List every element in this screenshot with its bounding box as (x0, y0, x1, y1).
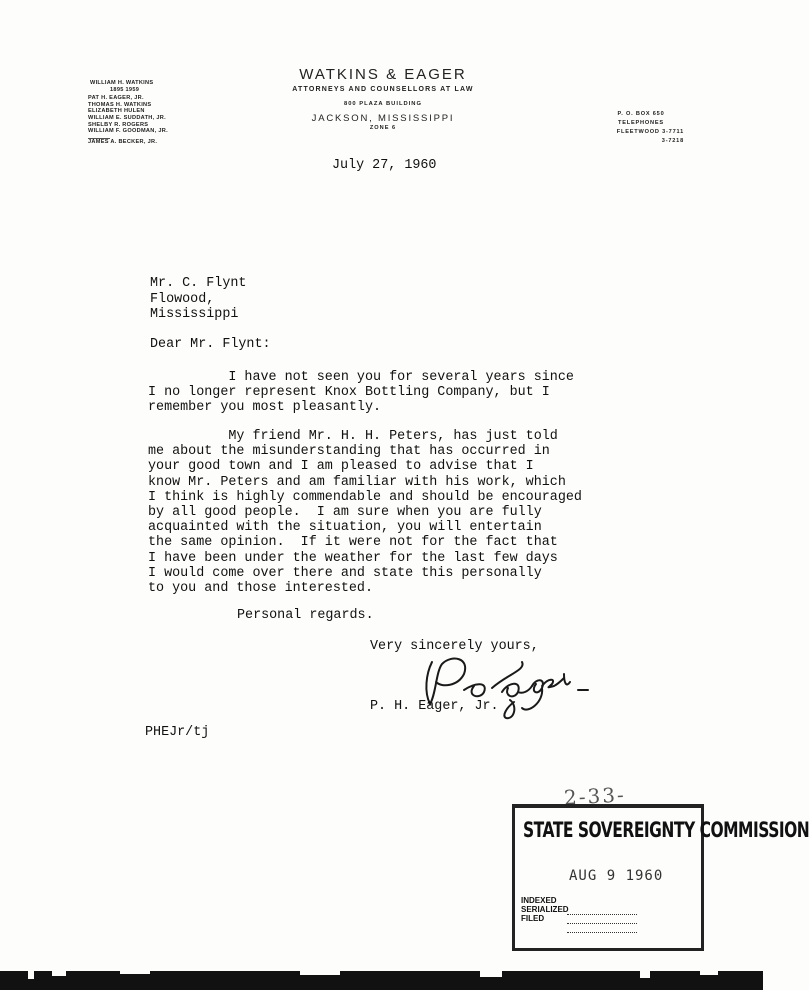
stamp-border (512, 804, 809, 951)
paragraph-2 (148, 429, 582, 596)
po-box: P. O. BOX 650 (617, 111, 665, 117)
phone-number: 3-7218 (661, 138, 684, 144)
commission-stamp (506, 782, 809, 950)
partner-years: 1895 1959 (110, 86, 140, 93)
text-line: I think is highly commendable and should be encouraged (148, 489, 582, 505)
partner-name: THOMAS H. WATKINS (88, 101, 152, 108)
stamp-label: INDEXED (521, 896, 557, 905)
address-line: Flowood, (150, 291, 215, 307)
text-line: acquainted with the situation, you will entertain (148, 520, 542, 536)
text-line: your good town and I am pleased to advise that I (148, 459, 534, 475)
firm-subtitle: ATTORNEYS AND COUNSELLORS AT LAW (292, 86, 474, 93)
text-line: I would come over there and state this personally (148, 565, 542, 581)
salutation: Dear Mr. Flynt: (150, 337, 271, 352)
partner-name: WILLIAM F. GOODMAN, JR. (88, 128, 168, 135)
text-line: I no longer represent Knox Bottling Company, but I (148, 385, 550, 401)
telephones-label: TELEPHONES (618, 120, 664, 126)
regards: Personal regards. (237, 608, 374, 623)
scan-edge-artifact (0, 965, 763, 990)
firm-contact (598, 110, 684, 146)
text-line: to you and those interested. (148, 581, 373, 597)
stamp-dotted-line (567, 923, 637, 924)
text-line: by all good people. I am sure when you are fully (148, 505, 542, 521)
paragraph-1 (148, 370, 574, 416)
stamp-label: SERIALIZED (521, 905, 569, 914)
closing: Very sincerely yours, (370, 639, 539, 654)
text-line: the same opinion. If it were not for the fact that (148, 535, 558, 551)
firm-building: 800 PLAZA BUILDING (343, 101, 422, 107)
firm-zone: ZONE 6 (369, 125, 397, 131)
partner-name: SHELBY R. ROGERS (88, 121, 149, 128)
stamp-dotted-line (567, 914, 637, 915)
text-line: I have been under the weather for the last few days (148, 550, 558, 566)
partner-list (88, 80, 218, 145)
handwritten-signature (418, 652, 593, 726)
text-line: remember you most pleasantly. (148, 400, 382, 416)
stamp-title: STATE SOVEREIGNTY COMMISSION (523, 818, 809, 843)
stamp-handwritten-number: 2-33- (563, 782, 627, 810)
phone-number: FLEETWOOD 3-7711 (616, 129, 684, 135)
partner-name: WILLIAM H. WATKINS (90, 80, 154, 86)
firm-name: WATKINS & EAGER (299, 66, 467, 83)
text-line: me about the misunderstanding that has occurred in (148, 444, 550, 460)
partner-name: WILLIAM E. SUDDATH, JR. (88, 114, 166, 121)
stamp-labels (521, 896, 569, 923)
partner-name: ELIZABETH HULEN (88, 108, 145, 115)
signer-name: P. H. Eager, Jr. (370, 699, 499, 714)
stamp-dotted-line (567, 932, 637, 933)
letter-date: July 27, 1960 (332, 158, 437, 173)
stamp-date: AUG 9 1960 (569, 868, 664, 884)
address-line: Mr. C. Flynt (150, 276, 247, 291)
text-line: I have not seen you for several years since (148, 370, 574, 385)
firm-header (252, 66, 514, 131)
address-line: Mississippi (150, 307, 239, 322)
partner-divider (88, 138, 158, 146)
text-line: My friend Mr. H. H. Peters, has just told (148, 429, 558, 444)
partner-name: JAMES A. BECKER, JR. (88, 138, 158, 145)
recipient-address (150, 276, 246, 323)
stamp-label: FILED (521, 914, 545, 923)
partner-name: PAT H. EAGER, JR. (88, 95, 144, 102)
firm-city: JACKSON, MISSISSIPPI (311, 113, 455, 124)
text-line: know Mr. Peters and am familiar with his work, which (148, 474, 566, 490)
typist-initials: PHEJr/tj (145, 725, 210, 740)
